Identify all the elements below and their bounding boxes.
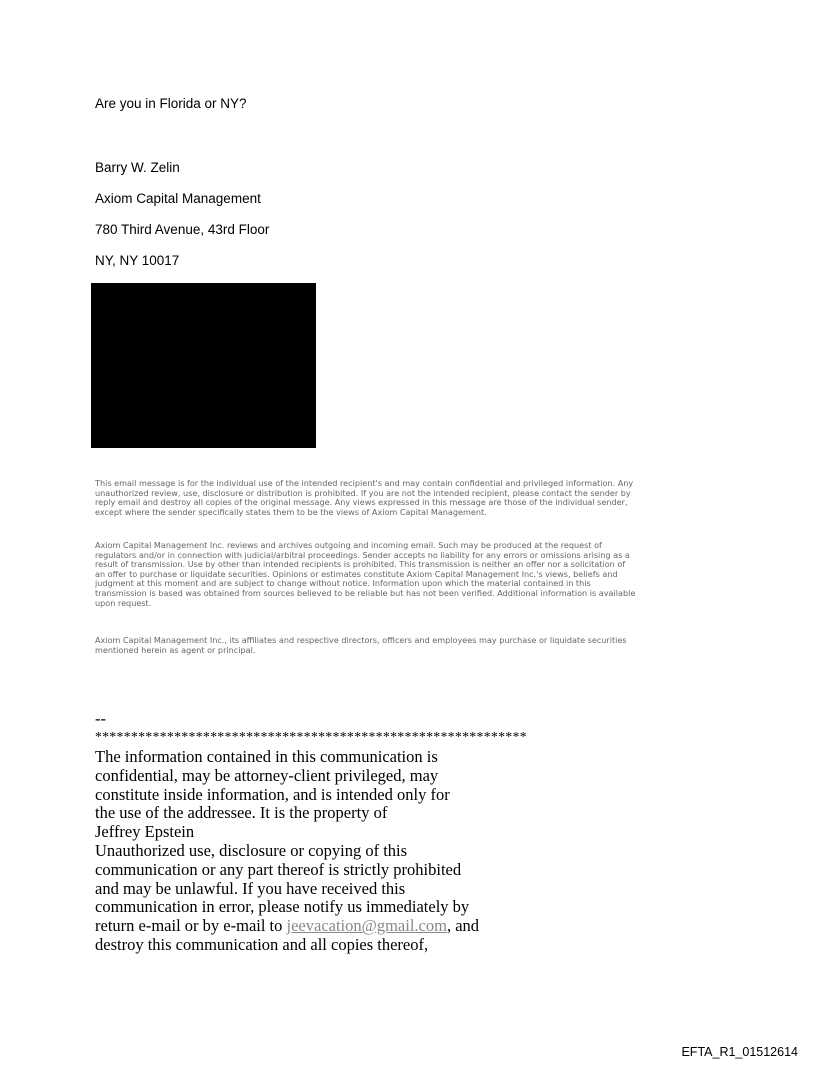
disclaimer-line: unauthorized review, use, disclosure or distribution is prohibited. If you are not the intended recipient, please contact the sender by	[95, 487, 631, 498]
signature-company: Axiom Capital Management	[95, 191, 261, 206]
disclaimer-line: Axiom Capital Management Inc. reviews and archives outgoing and incoming email. Such may be produced at the request of	[95, 540, 602, 550]
disclaimer-line: transmission is based was obtained from sources believed to be reliable but has not been verified. Additional information is available	[95, 587, 636, 598]
notice-line: Jeffrey Epstein	[95, 822, 195, 842]
notice-line: communication in error, please notify us immediately by	[95, 897, 470, 917]
disclaimer-line: result of transmission. Use by other than intended recipients is prohibited. This transmission is neither an offer nor a solicitation of	[95, 559, 626, 570]
disclaimer-paragraph-3	[95, 636, 735, 655]
signature-city: NY, NY 10017	[95, 253, 180, 268]
disclaimer-line: regulators and/or in connection with judicial/arbitral proceedings. Sender accepts no liability for any errors or omissions arising as a	[95, 549, 630, 560]
notice-line: the use of the addressee. It is the property of	[95, 803, 388, 823]
disclaimer-line: upon request.	[95, 597, 152, 608]
disclaimer-line: reply email and destroy all copies of the original message. Any views expressed in this message are those of the individual sender,	[95, 497, 628, 508]
redaction-block	[91, 283, 316, 448]
notice-line: constitute inside information, and is intended only for	[95, 784, 450, 804]
notice-line: confidential, may be attorney-client privileged, may	[95, 765, 439, 785]
asterisk-divider: ************************************************************	[95, 729, 527, 744]
signature-name: Barry W. Zelin	[95, 160, 180, 175]
notice-line: destroy this communication and all copies thereof,	[95, 934, 429, 954]
notice-email-line	[95, 917, 479, 936]
notice-line: communication or any part thereof is strictly prohibited	[95, 859, 462, 879]
document-id: EFTA_R1_01512614	[681, 1045, 798, 1059]
notice-line: Unauthorized use, disclosure or copying of this	[95, 840, 408, 860]
greeting-text: Are you in Florida or NY?	[95, 96, 247, 111]
disclaimer-paragraph-1	[95, 479, 735, 517]
disclaimer-line: except where the sender specifically states them to be the views of Axiom Capital Management.	[95, 506, 487, 517]
email-link[interactable]: jeevacation@gmail.com	[286, 916, 447, 936]
notice-email-suffix: , and	[446, 916, 480, 936]
signature-address: 780 Third Avenue, 43rd Floor	[95, 222, 270, 237]
disclaimer-line: This email message is for the individual use of the intended recipient's and may contain confidential and privileged information. Any	[95, 478, 634, 488]
signature-separator: --	[95, 709, 106, 728]
disclaimer-line: judgment at this moment and are subject to change without notice. Information upon which the material contained in this	[95, 578, 591, 589]
notice-line: The information contained in this communication is	[95, 747, 438, 766]
disclaimer-line: Axiom Capital Management Inc., its affiliates and respective directors, officers and employees may purchase or liquidate securities	[95, 635, 627, 645]
confidentiality-notice	[95, 748, 479, 955]
notice-email-prefix: return e-mail or by e-mail to	[95, 916, 287, 936]
disclaimer-line: mentioned herein as agent or principal.	[95, 644, 256, 655]
notice-line: and may be unlawful. If you have received this	[95, 878, 406, 898]
disclaimer-paragraph-2	[95, 541, 735, 608]
disclaimer-line: an offer to purchase or liquidate securities. Opinions or estimates constitute Axiom Capital Management Inc.'s views, beliefs and	[95, 568, 618, 579]
